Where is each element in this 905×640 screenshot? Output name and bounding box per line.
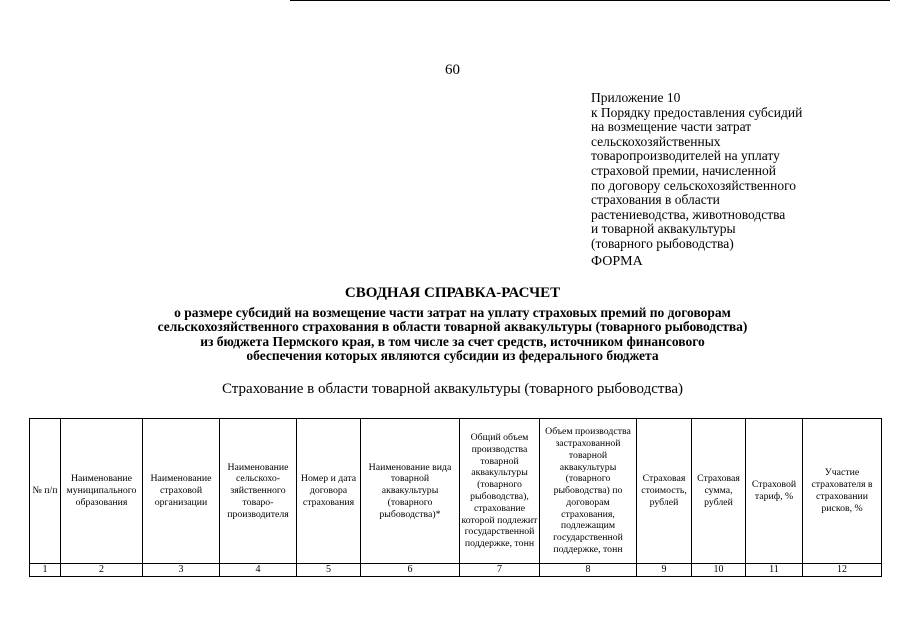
column-number: 12 (803, 564, 882, 577)
section-title: Страхование в области товарной аквакультуры (товарного рыбоводства) (221, 381, 683, 397)
document-title: СВОДНАЯ СПРАВКА-РАСЧЕТ (344, 285, 561, 301)
column-header: Участие страхователя в страховании рисков, % (803, 419, 882, 564)
page-number: 60 (445, 62, 460, 78)
appendix-line: на возмещение части затрат (591, 119, 752, 135)
column-number: 1 (30, 564, 61, 577)
subtitle-line: сельскохозяйственного страхования в области товарной аквакультуры (товарного рыбоводства) (157, 319, 748, 335)
column-number: 8 (540, 564, 637, 577)
calculation-table (29, 418, 882, 577)
appendix-line: страхования в области (591, 192, 720, 208)
table-header-row (30, 419, 882, 564)
column-header: Объем производства застрахованной товарной аквакультуры (товарного рыбоводства) по договорам страхования, подлежащим государственной поддержке, тонн (540, 419, 637, 564)
appendix-line: Приложение 10 (591, 90, 681, 105)
column-header: Страховая стоимость, рублей (637, 419, 692, 564)
column-number: 11 (746, 564, 803, 577)
column-header: Наименование муниципального образования (61, 419, 143, 564)
appendix-line: растениеводства, животноводства (591, 206, 786, 222)
form-label: ФОРМА (591, 254, 643, 269)
appendix-line: (товарного рыбоводства) (591, 235, 734, 251)
column-number: 4 (220, 564, 297, 577)
appendix-line: и товарной аквакультуры (591, 221, 736, 237)
column-header: Номер и дата договора страхования (297, 419, 361, 564)
appendix-line: сельскохозяйственных (591, 133, 721, 149)
appendix-line: к Порядку предоставления субсидий (591, 104, 803, 120)
document-subtitle (60, 306, 845, 364)
column-number: 3 (143, 564, 220, 577)
column-number: 2 (61, 564, 143, 577)
column-header: Наименование сельскохо-зяйственного товаро-производителя (220, 419, 297, 564)
appendix-note (591, 91, 802, 252)
appendix-line: по договору сельскохозяйственного (591, 177, 797, 193)
column-header: Наименование страховой организации (143, 419, 220, 564)
column-header: Общий объем производства товарной аквакультуры (товарного рыбоводства), страхование которой подлежит государственной поддержке, тонн (460, 419, 540, 564)
column-number: 6 (361, 564, 460, 577)
column-number: 9 (637, 564, 692, 577)
column-number: 5 (297, 564, 361, 577)
column-header: Страховая сумма, рублей (692, 419, 746, 564)
top-rule (290, 0, 890, 1)
column-number: 7 (460, 564, 540, 577)
subtitle-line: обеспечения которых являются субсидии из федерального бюджета (246, 348, 659, 364)
appendix-line: страховой премии, начисленной (591, 162, 776, 178)
column-number-row (30, 564, 882, 577)
column-header: № п/п (30, 419, 61, 564)
column-number: 10 (692, 564, 746, 577)
subtitle-line: из бюджета Пермского края, в том числе за счет средств, источником финансового (200, 333, 705, 349)
subtitle-line: о размере субсидий на возмещение части затрат на уплату страховых премий по договорам (174, 305, 731, 320)
appendix-line: товаропроизводителей на уплату (591, 148, 780, 164)
column-header: Наименование вида товарной аквакультуры (товарного рыбоводства)* (361, 419, 460, 564)
column-header: Страховой тариф, % (746, 419, 803, 564)
